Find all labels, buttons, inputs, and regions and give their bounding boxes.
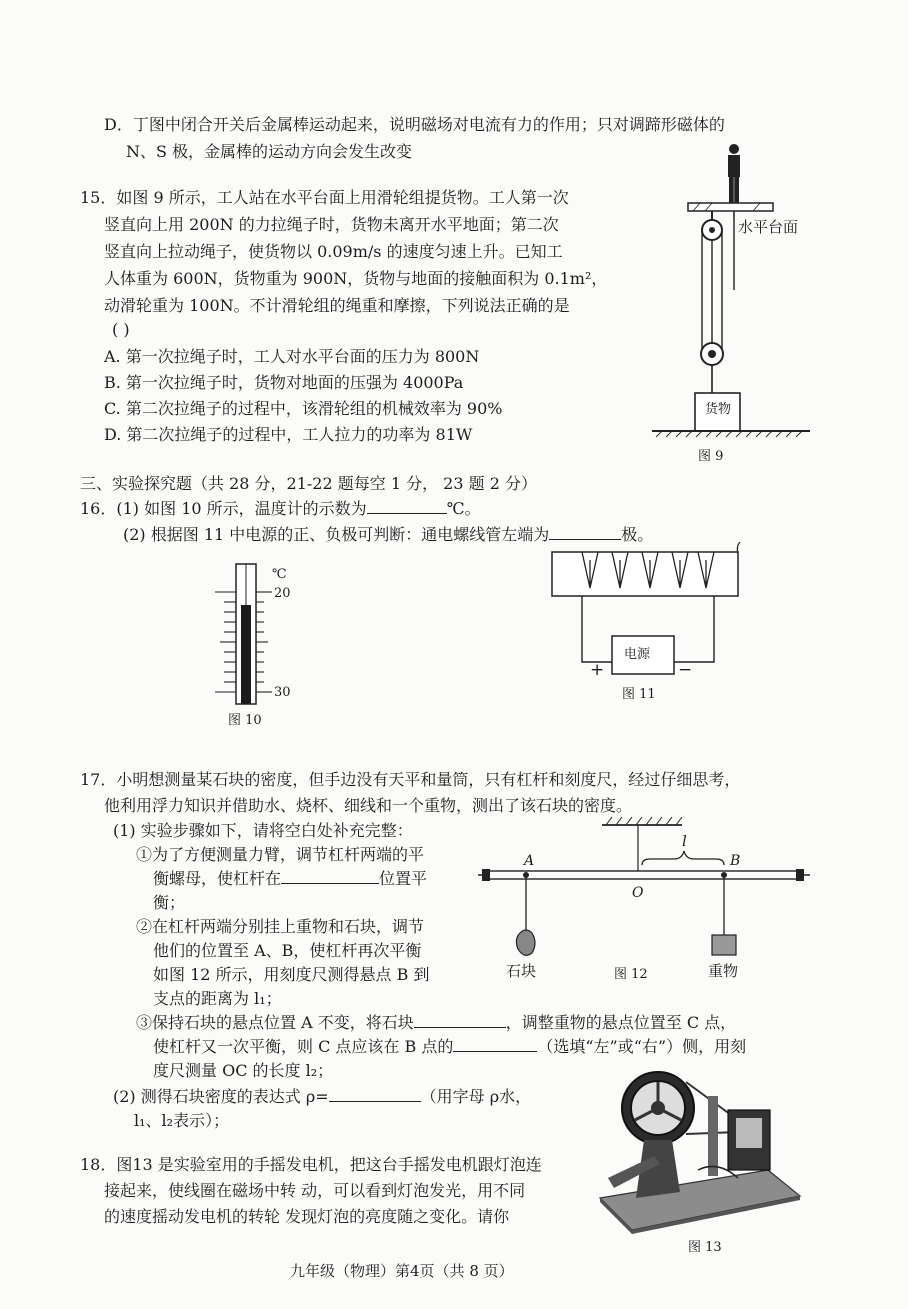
q15-option-b: B. 第一次拉绳子时，货物对地面的压强为 4000Pa bbox=[104, 373, 464, 392]
q15-stem-line5: 动滑轮重为 100N。不计滑轮组的绳重和摩擦，下列说法正确的是 bbox=[104, 296, 570, 315]
thermometer-unit: ℃ bbox=[272, 567, 287, 582]
q17-step1-line1: ①为了方便测量力臂，调节杠杆两端的平 bbox=[136, 845, 425, 864]
q16-part2-pre: (2) 根据图 11 中电源的正、负极可判断：通电螺线管左端为 bbox=[123, 525, 550, 544]
q17-part2-blank[interactable] bbox=[329, 1101, 421, 1102]
q17-step1-blank[interactable] bbox=[281, 883, 379, 884]
power-minus-sign: − bbox=[678, 660, 693, 680]
fig12-label-o: O bbox=[632, 885, 644, 901]
q17-step3b-pre: 使杠杆又一次平衡，则 C 点应该在 B 点的 bbox=[153, 1037, 454, 1056]
fig10-caption: 图 10 bbox=[228, 713, 262, 728]
platform bbox=[688, 203, 773, 211]
q17-part2-line1 bbox=[113, 1089, 531, 1105]
fig12-caption: 图 12 bbox=[614, 967, 648, 982]
q17-step2-line1: ②在杠杆两端分别挂上重物和石块，调节 bbox=[136, 917, 425, 936]
q18-stem-line3: 的速度摇动发电机的转轮 发现灯泡的亮度随之变化。请你 bbox=[104, 1207, 510, 1226]
fig12-label-l: l bbox=[682, 832, 687, 850]
q17-step3-pre: ③保持石块的悬点位置 A 不变，将石块 bbox=[136, 1013, 414, 1032]
q17-stem-line1: 17．小明想测量某石块的密度，但手边没有天平和量筒，只有杠杆和刻度尺，经过仔细思考， bbox=[80, 770, 741, 789]
fig12-label-a: A bbox=[524, 853, 535, 869]
figure-13-generator bbox=[588, 1060, 803, 1235]
weight-block bbox=[712, 935, 736, 955]
q17-step2-line3: 如图 12 所示，用刻度尺测得悬点 B 到 bbox=[153, 965, 430, 984]
q15-option-c: C. 第二次拉绳子的过程中，该滑轮组的机械效率为 90% bbox=[104, 399, 503, 418]
fig9-caption: 图 9 bbox=[698, 449, 724, 464]
q17-part1-intro: (1) 实验步骤如下，请将空白处补充完整： bbox=[113, 821, 413, 840]
q16-part1-pre: 16．(1) 如图 10 所示，温度计的示数为 bbox=[80, 499, 367, 518]
q17-step3b-blank[interactable] bbox=[453, 1051, 537, 1052]
q15-stem-line4: 人体重为 600N，货物重为 900N，货物与地面的接触面积为 0.1m²， bbox=[104, 269, 608, 288]
figure-11-solenoid-circuit bbox=[540, 540, 750, 690]
q17-step3-line1 bbox=[136, 1015, 736, 1031]
q16-part2-post: 极。 bbox=[621, 525, 654, 544]
q15-option-d: D. 第二次拉绳子的过程中，工人拉力的功率为 81W bbox=[104, 425, 473, 444]
figure-12-lever bbox=[478, 815, 818, 975]
q15-stem-line1: 15．如图 9 所示，工人站在水平台面上用滑轮组提货物。工人第一次 bbox=[80, 188, 569, 207]
power-source-label: 电源 bbox=[624, 647, 651, 662]
q15-option-a: A. 第一次拉绳子时，工人对水平台面的压力为 800N bbox=[104, 347, 480, 366]
q16-part1 bbox=[80, 501, 481, 517]
q17-step1-line3: 衡； bbox=[153, 893, 186, 912]
q17-stem-line2: 他利用浮力知识并借助水、烧杯、细线和一个重物，测出了该石块的密度。 bbox=[104, 796, 633, 815]
q18-stem-line2: 接起来，使线圈在磁场中转 动，可以看到灯泡发光，用不同 bbox=[104, 1181, 526, 1200]
q17-step3-blank[interactable] bbox=[414, 1027, 506, 1028]
q15-answer-paren: ( ) bbox=[112, 320, 130, 339]
solenoid-core bbox=[552, 552, 738, 596]
q15-stem-line3: 竖直向上拉动绳子，使货物以 0.09m/s 的速度匀速上升。已知工 bbox=[104, 242, 563, 261]
thermometer-label-30: 30 bbox=[274, 685, 291, 700]
lever-bar bbox=[488, 871, 798, 879]
q14-option-d-line1: D．丁图中闭合开关后金属棒运动起来，说明磁场对电流有力的作用；只对调蹄形磁体的 bbox=[104, 115, 725, 134]
q17-part2-pre: (2) 测得石块密度的表达式 ρ= bbox=[113, 1087, 329, 1106]
q17-step2-line2: 他们的位置至 A、B，使杠杆再次平衡 bbox=[153, 941, 422, 960]
q17-step1-pre: 衡螺母，使杠杆在 bbox=[153, 869, 282, 888]
fig11-caption: 图 11 bbox=[622, 687, 656, 702]
mercury-column bbox=[241, 605, 251, 704]
q17-step3-line3: 度尺测量 OC 的长度 l₂； bbox=[153, 1061, 334, 1080]
q17-step1-post: 位置平 bbox=[379, 869, 428, 888]
q17-step3-post: ，调整重物的悬点位置至 C 点， bbox=[505, 1013, 737, 1032]
fig9-label-platform: 水平台面 bbox=[738, 218, 799, 236]
q17-step2-line4: 支点的距离为 l₁； bbox=[153, 989, 282, 1008]
q16-part1-blank[interactable] bbox=[367, 513, 447, 514]
power-plus-sign: + bbox=[590, 660, 605, 680]
stone bbox=[516, 930, 535, 955]
thermometer-label-20: 20 bbox=[274, 586, 291, 601]
q17-part2-line2: l₁、l₂表示）； bbox=[134, 1111, 230, 1130]
fig12-label-weight: 重物 bbox=[708, 962, 739, 980]
fig9-label-cargo: 货物 bbox=[705, 402, 732, 417]
page-footer: 九年级（物理）第4页（共 8 页） bbox=[290, 1262, 514, 1280]
q18-stem-line1: 18．图13 是实验室用的手摇发电机，把这台手摇发电机跟灯泡连 bbox=[80, 1155, 542, 1174]
q14-option-d-line2: N、S 极，金属棒的运动方向会发生改变 bbox=[126, 142, 413, 161]
fig13-caption: 图 13 bbox=[688, 1240, 722, 1255]
q17-part2-post: （用字母 ρ水， bbox=[420, 1087, 532, 1106]
q17-step3-line2 bbox=[153, 1039, 746, 1055]
fig12-label-b: B bbox=[730, 853, 741, 869]
q15-stem-line2: 竖直向上用 200N 的力拉绳子时，货物未离开水平地面；第二次 bbox=[104, 215, 559, 234]
fig12-label-stone: 石块 bbox=[506, 962, 537, 980]
q16-part1-post: ℃。 bbox=[446, 499, 481, 518]
q17-step3b-post: （选填“左”或“右”）侧，用刻 bbox=[537, 1037, 747, 1056]
section-3-heading: 三、实验探究题（共 28 分，21-22 题每空 1 分， 23 题 2 分） bbox=[80, 474, 537, 493]
q17-step1-line2 bbox=[153, 871, 427, 887]
